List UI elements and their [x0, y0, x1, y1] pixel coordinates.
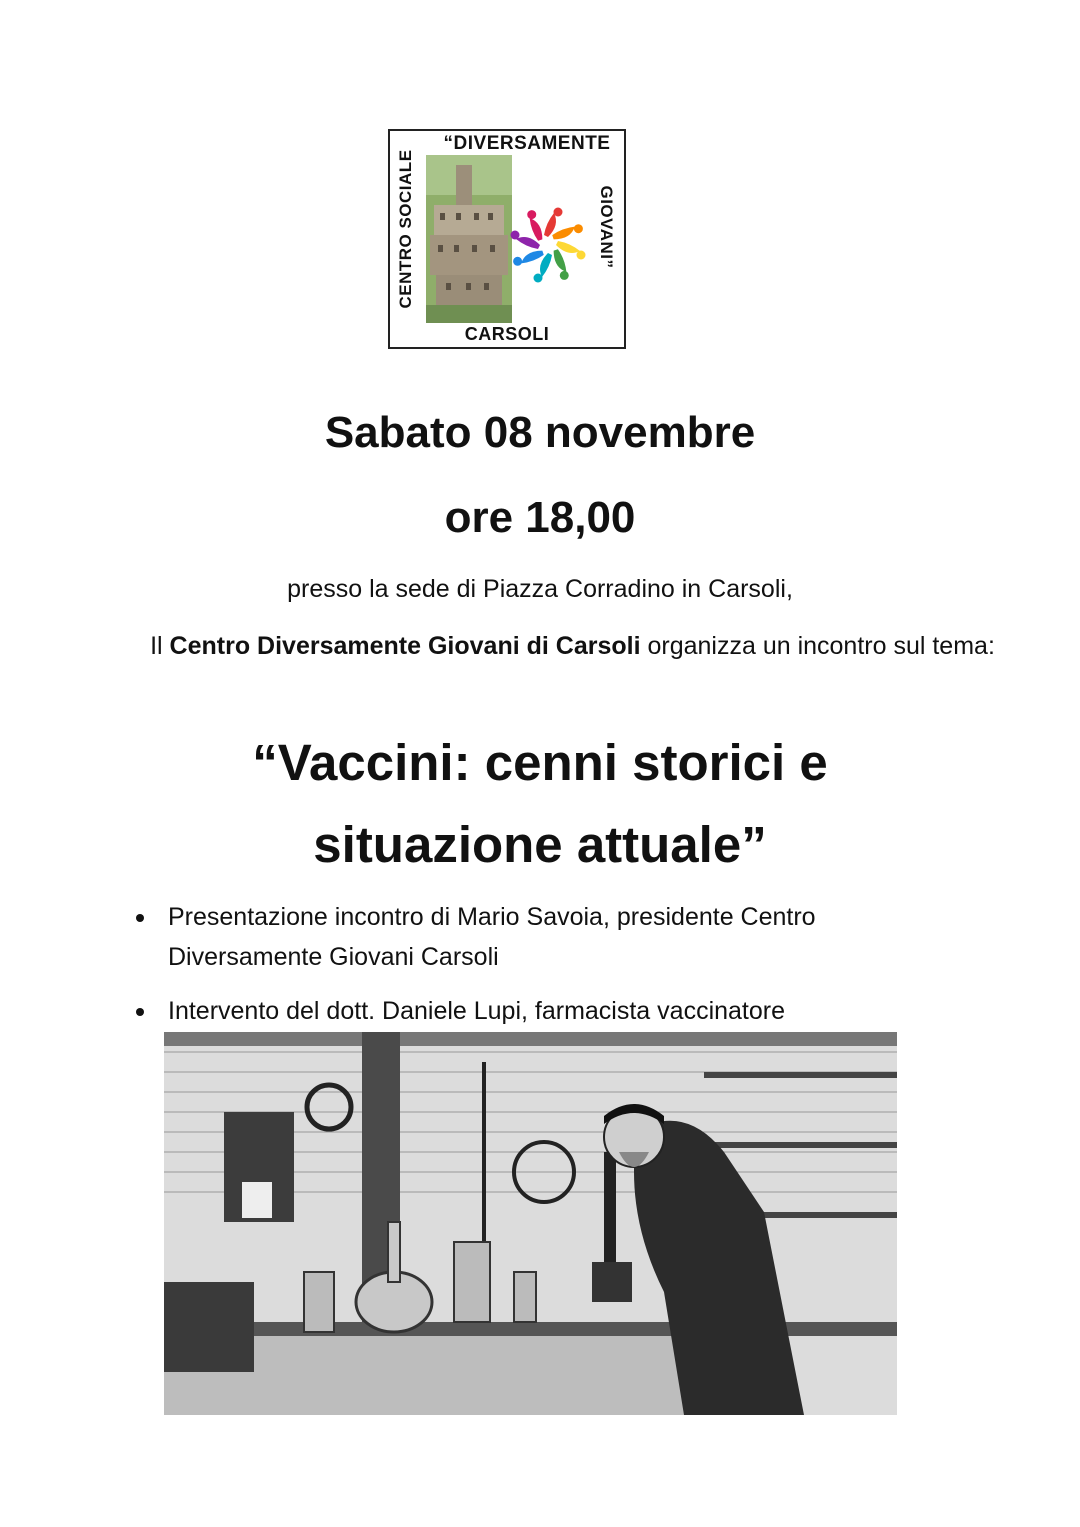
intro-prefix: Il [150, 632, 170, 660]
logo-left-text: CENTRO SOCIALE [396, 149, 415, 309]
logo-top-text: “DIVERSAMENTE [443, 133, 611, 154]
program-item-text: Intervento del dott. Daniele Lupi, farmacista vaccinatore [168, 997, 786, 1025]
topic-line-2: situazione attuale” [313, 816, 767, 873]
organization-logo [388, 129, 626, 349]
bullet-icon [136, 1008, 144, 1016]
logo-bottom-text: CARSOLI [464, 324, 550, 344]
logo-right-text: GIOVANI” [597, 185, 616, 269]
event-date: Sabato 08 novembre [324, 408, 756, 457]
village-photo [426, 155, 512, 323]
program-list [136, 897, 936, 1045]
bullet-icon [136, 914, 144, 922]
intro-suffix: organizza un incontro sul tema: [640, 632, 995, 660]
laboratory-illustration [164, 1032, 897, 1415]
organizer-name: Centro Diversamente Giovani di Carsoli [169, 632, 641, 660]
program-item-text: Presentazione incontro di Mario Savoia, presidente Centro Diversamente Giovani Carsoli [168, 903, 816, 971]
event-topic [0, 722, 1080, 886]
list-item [136, 897, 936, 977]
topic-line-1: “Vaccini: cenni storici e [252, 734, 828, 791]
people-wheel-icon [508, 205, 588, 285]
list-item [136, 991, 936, 1031]
event-intro [150, 626, 995, 666]
event-time: ore 18,00 [444, 493, 636, 542]
event-venue: presso la sede di Piazza Corradino in Carsoli, [287, 575, 793, 603]
